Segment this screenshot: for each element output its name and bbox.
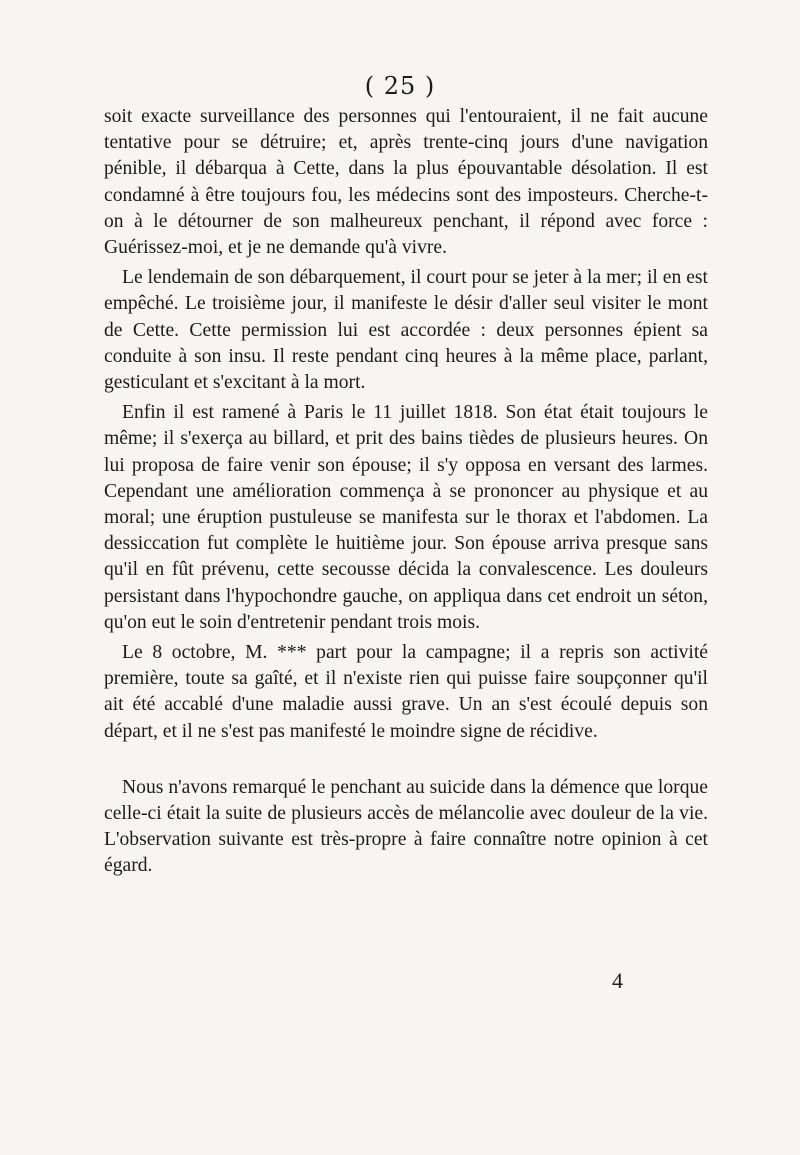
paragraph-4 xyxy=(104,640,708,745)
paragraph-2-text: Le lendemain de son débarquement, il court pour se jeter à la mer; il en est empêché. Le troisième jour, il manifeste le désir d'aller seul visiter le mont de Cette. Cette permission lui est accordée : deux personnes épient sa conduite à son insu. Il reste pendant cinq heures à la même place, parlant, gesticulant et s'excitant à la mort. xyxy=(104,267,708,394)
page-number: ( 25 ) xyxy=(364,72,436,100)
paragraph-2 xyxy=(104,265,708,396)
paragraph-3-text: Enfin il est ramené à Paris le 11 juillet 1818. Son état était toujours le même; il s'exerça au billard, et prit des bains tièdes de plusieurs heures. On lui proposa de faire venir son épouse; il s'y opposa en versant des larmes. Cependant une amélioration commença à se prononcer au physique et au moral; une éruption pustuleuse se manifesta sur le thorax et l'abdomen. La dessiccation fut complète le huitième jour. Son épouse arriva presque sans qu'il en fût prévenu, cette secousse décida la convalescence. Les douleurs persistant dans l'hypochondre gauche, on appliqua dans cet endroit un séton, qu'on eut le soin d'entretenir pendant trois mois. xyxy=(104,402,708,633)
paragraph-1-text: soit exacte surveillance des personnes qui l'entouraient, il ne fait aucune tentative pour se détruire; et, après trente-cinq jours d'une navigation pénible, il débarqua à Cette, dans la plus épouvantable désolation. Il est condamné à être toujours fou, les médecins sont des imposteurs. Cherche-t-on à le détourner de son malheureux penchant, il répond avec force : Guérissez-moi, et je ne demande qu'à vivre. xyxy=(104,106,708,259)
body-text xyxy=(104,104,708,880)
paragraph-5 xyxy=(104,775,708,880)
signature-mark: 4 xyxy=(612,968,623,993)
paragraph-3 xyxy=(104,400,708,636)
paragraph-1 xyxy=(104,104,708,261)
paragraph-4-text: Le 8 octobre, M. *** part pour la campagne; il a repris son activité première, toute sa gaîté, et il n'existe rien qui puisse faire soupçonner qu'il ait été accablé d'une maladie aussi grave. Un an s'est écoulé depuis son départ, et il ne s'est pas manifesté le moindre signe de récidive. xyxy=(104,642,708,742)
paragraph-5-text: Nous n'avons remarqué le penchant au suicide dans la démence que lorque celle-ci était la suite de plusieurs accès de mélancolie avec douleur de la vie. L'observation suivante est très-propre à faire connaître notre opinion à cet égard. xyxy=(104,776,708,877)
